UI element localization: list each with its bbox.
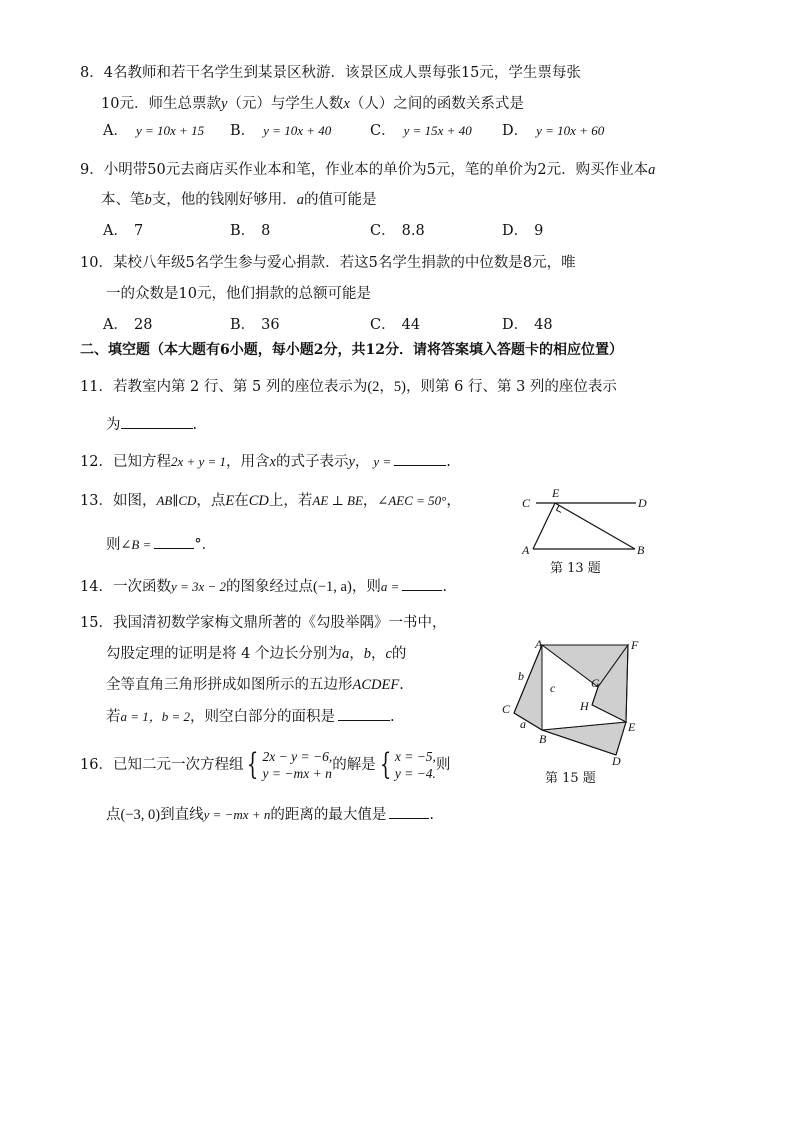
q15-label-a: A: [535, 637, 543, 651]
q15-shaded-triangle-left: [514, 645, 542, 730]
q15-label-side-c: c: [550, 681, 556, 695]
q15-label-b: B: [539, 732, 547, 746]
q15-label-side-b: b: [518, 669, 524, 683]
q16-line2: 点(−3, 0)到直线y = −mx + n的距离的最大值是 .: [106, 804, 434, 825]
q8-option-b: B． y = 10x + 40: [230, 123, 332, 139]
q13-figure: [515, 485, 655, 560]
q15-label-h: H: [580, 699, 589, 713]
q13-label-d: D: [638, 496, 647, 510]
q13-answer-blank[interactable]: [154, 534, 194, 549]
q16-answer-blank[interactable]: [389, 804, 429, 819]
q15-line1: 15．我国清初数学家梅文鼎所著的《勾股举隅》一书中，: [80, 615, 447, 631]
q15-answer-blank[interactable]: [338, 706, 390, 721]
q13-line2: 则∠B = °．: [106, 534, 216, 555]
q13-segment-eb: [555, 503, 635, 549]
q10-option-b: B． 36: [230, 317, 280, 333]
q13-label-e: E: [552, 486, 560, 500]
q16-brace-1: {: [247, 747, 259, 782]
q8-option-d: D． y = 10x + 60: [502, 123, 605, 139]
q9-line2: 本、笔b支，他的钱刚好够用．a的值可能是: [101, 192, 377, 208]
q13-line1: 13．如图，AB∥CD，点E在CD上，若AE ⊥ BE，∠AEC = 50°，: [80, 493, 461, 509]
q13-label-b: B: [637, 543, 645, 557]
q15-figure: [495, 635, 650, 770]
q8-line1: 8．4名教师和若干名学生到某景区秋游．该景区成人票每张15元，学生票每张: [80, 65, 581, 81]
q9-option-b: B． 8: [230, 223, 271, 239]
q10-line1: 10．某校八年级5名学生参与爱心捐款．若这5名学生捐款的中位数是8元，唯: [80, 255, 576, 271]
q8-option-c: C． y = 15x + 40: [370, 123, 472, 139]
q15-line2: 勾股定理的证明是将 4 个边长分别为a，b，c的: [106, 646, 407, 662]
q15-label-g: G: [591, 676, 600, 690]
q8-line2: 10元．师生总票款y（元）与学生人数x（人）之间的函数关系式是: [101, 96, 524, 112]
q10-option-d: D． 48: [502, 317, 553, 333]
q16-line1: 16．已知二元一次方程组 { 2x − y = −6, y = −mx + n 的解是 { x = −5, y = −4. 则: [80, 747, 451, 782]
q16-brace-2: {: [379, 747, 392, 782]
q12-answer-blank[interactable]: [394, 451, 446, 466]
q10-option-a: A． 28: [103, 317, 153, 333]
q9-option-d: D． 9: [502, 223, 544, 239]
q15-label-d: D: [612, 754, 621, 768]
q13-label-c: C: [522, 496, 531, 510]
q13-label-a: A: [522, 543, 530, 557]
q10-option-c: C． 44: [370, 317, 421, 333]
q15-label-e: E: [628, 720, 636, 734]
q14-answer-blank[interactable]: [402, 576, 442, 591]
q15-label-c: C: [502, 702, 511, 716]
q11-answer-blank[interactable]: [121, 414, 193, 429]
q9-option-c: C． 8.8: [370, 223, 425, 239]
q9-option-a: A． 7: [103, 223, 144, 239]
q14-line: 14．一次函数y = 3x − 2的图象经过点(−1, a)，则a = .: [80, 576, 447, 597]
q9-line1: 9．小明带50元去商店买作业本和笔，作业本的单价为5元，笔的单价为2元．购买作业本a: [80, 162, 656, 178]
q11-line2: 为 .: [106, 414, 197, 435]
q10-line2: 一的众数是10元，他们捐款的总额可能是: [106, 286, 371, 302]
q11-line1: 11．若教室内第 2 行、第 5 列的座位表示为(2，5)，则第 6 行、第 3 列的座位表示: [80, 379, 617, 395]
q16-system-1: 2x − y = −6, y = −mx + n: [262, 749, 333, 781]
section-title: 二、填空题（本大题有6小题，每小题2分，共12分．请将答案填入答题卡的相应位置）: [80, 342, 623, 358]
q13-segment-ae: [533, 503, 555, 549]
q15-label-side-a: a: [520, 717, 526, 731]
q13-caption: 第 13 题: [550, 561, 601, 576]
q15-line4: 若a = 1，b = 2，则空白部分的面积是 .: [106, 706, 395, 727]
q8-option-a: A． y = 10x + 15: [103, 123, 205, 139]
q15-line3: 全等直角三角形拼成如图所示的五边形ACDEF.: [106, 677, 404, 693]
q15-label-f: F: [631, 638, 639, 652]
q15-caption: 第 15 题: [545, 771, 596, 786]
q16-system-2: x = −5, y = −4.: [394, 749, 436, 781]
q12-line: 12．已知方程2x + y = 1，用含x的式子表示y， y = .: [80, 451, 451, 472]
